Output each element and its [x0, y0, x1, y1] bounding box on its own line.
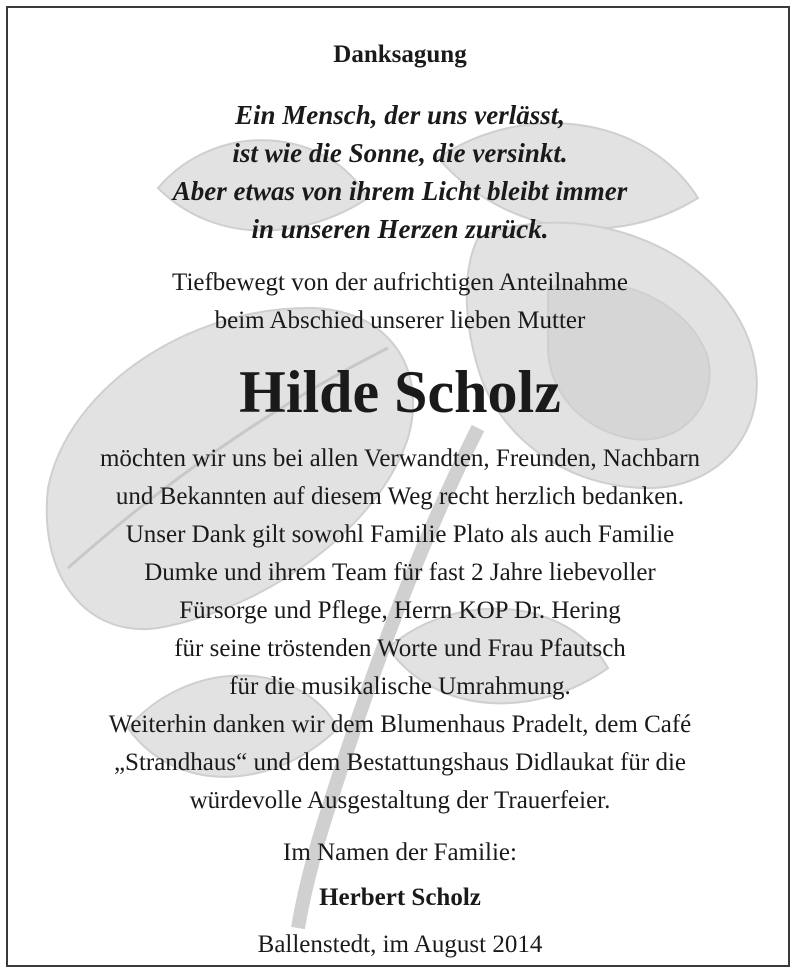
intro-line: Tiefbewegt von der aufrichtigen Anteilnahme	[172, 269, 628, 296]
body-line: möchten wir uns bei allen Verwandten, Freunden, Nachbarn	[99, 445, 701, 472]
signer-name: Herbert Scholz	[319, 884, 481, 911]
body-line: Unser Dank gilt sowohl Familie Plato als auch Familie	[125, 521, 675, 548]
body-line: Fürsorge und Pflege, Herrn KOP Dr. Hering	[179, 597, 621, 624]
notice-frame	[6, 6, 790, 967]
heading-danksagung: Danksagung	[333, 41, 467, 68]
poem-line: Ein Mensch, der uns verlässt,	[234, 100, 566, 130]
body-line: für die musikalische Umrahmung.	[229, 673, 571, 700]
intro-text	[8, 264, 790, 340]
intro-line: beim Abschied unserer lieben Mutter	[214, 307, 586, 334]
poem-line: in unseren Herzen zurück.	[251, 214, 549, 244]
body-line: Weiterhin danken wir dem Blumenhaus Pradelt, dem Café	[108, 711, 692, 738]
closing-phrase: Im Namen der Familie:	[283, 839, 517, 866]
poem-line: Aber etwas von ihrem Licht bleibt immer	[172, 176, 628, 206]
place-and-date: Ballenstedt, im August 2014	[257, 931, 543, 958]
poem-verse	[8, 96, 790, 248]
body-line: „Strandhaus“ und dem Bestattungshaus Didlaukat für die	[113, 749, 687, 776]
poem-line: ist wie die Sonne, die versinkt.	[232, 138, 568, 168]
body-line: würdevolle Ausgestaltung der Trauerfeier.	[189, 787, 611, 814]
deceased-name: Hilde Scholz	[239, 359, 561, 425]
body-line: Dumke und ihrem Team für fast 2 Jahre liebevoller	[144, 559, 656, 586]
body-line: für seine tröstenden Worte und Frau Pfautsch	[174, 635, 626, 662]
body-line: und Bekannten auf diesem Weg recht herzlich bedanken.	[115, 483, 685, 510]
thanks-body	[8, 440, 790, 820]
